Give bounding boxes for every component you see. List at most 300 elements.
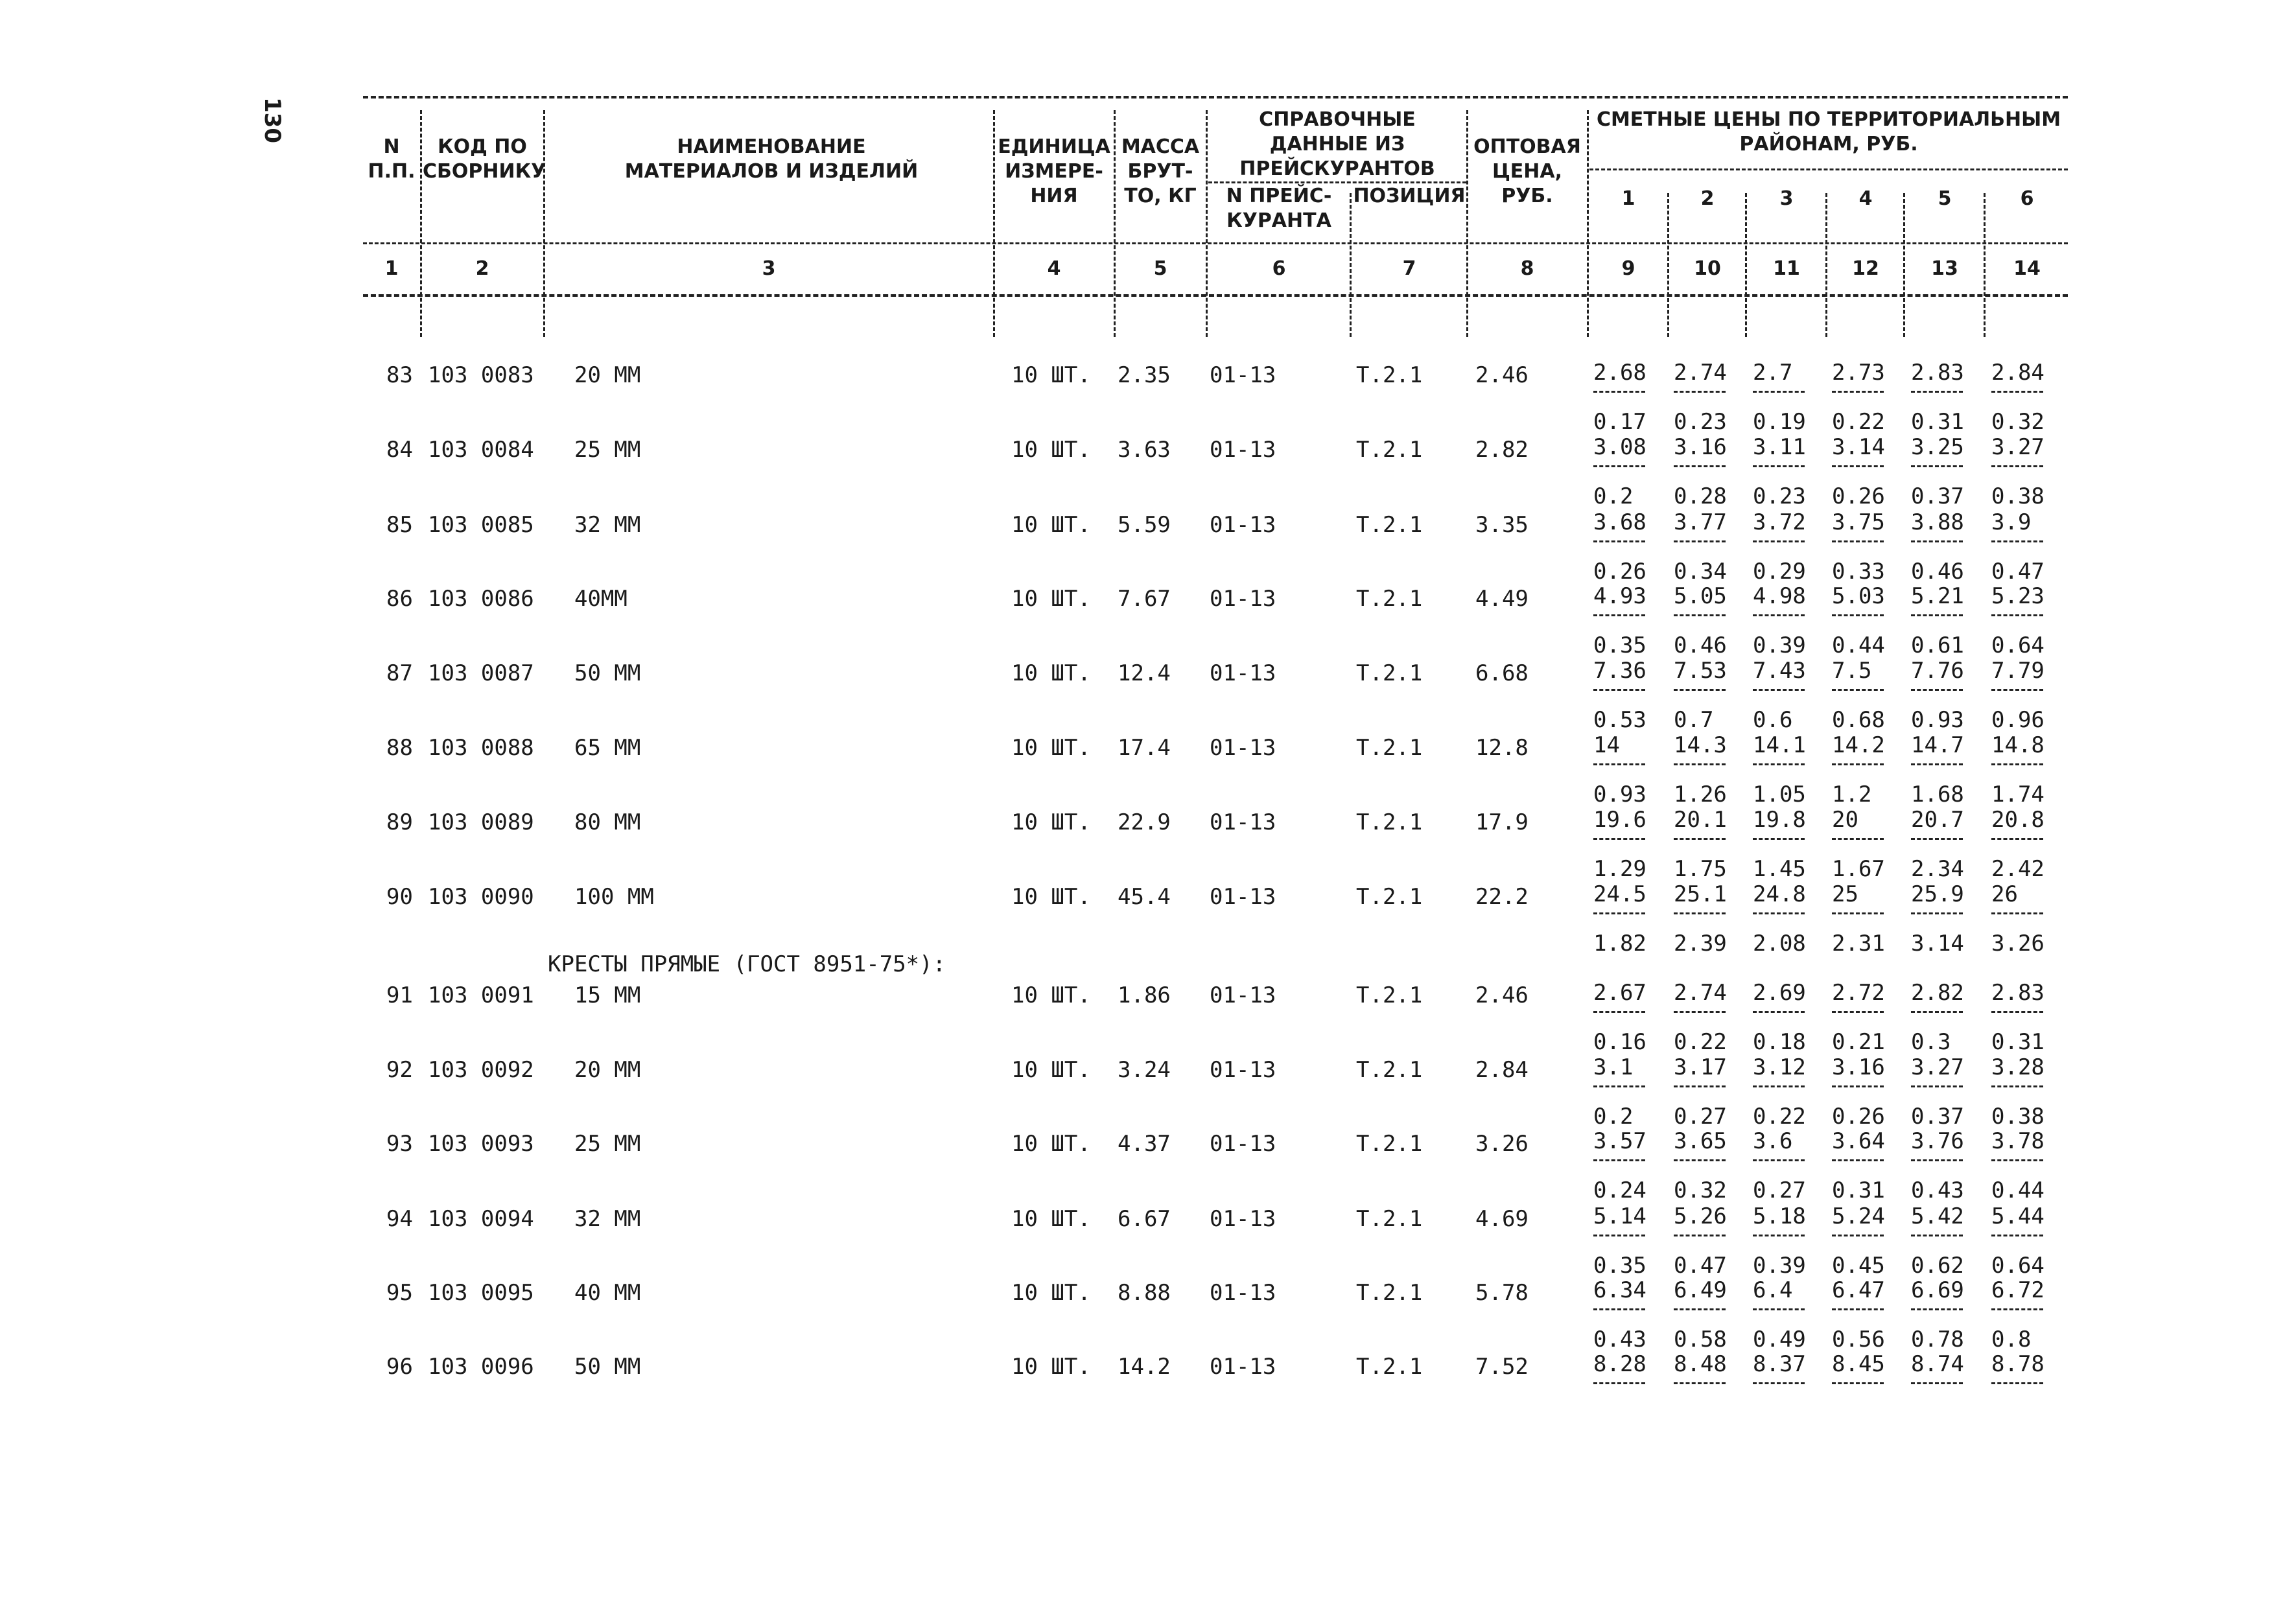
row-pricelist: 01-13 <box>1210 735 1276 761</box>
region-estimate-price: 8.78 <box>1991 1351 2045 1377</box>
row-position: Т.2.1 <box>1356 1280 1423 1306</box>
region-estimate-price: 24.8 <box>1753 881 1806 907</box>
fraction-rule <box>1674 1011 1726 1013</box>
fraction-rule <box>1674 465 1726 467</box>
row-number: 86 <box>386 586 413 612</box>
row-code: 103 0093 <box>428 1131 534 1157</box>
fraction-rule <box>1674 1159 1726 1161</box>
region-transport-cost: 0.37 <box>1911 1104 1964 1130</box>
row-pricelist: 01-13 <box>1210 660 1276 686</box>
fraction-rule <box>1832 1382 1884 1384</box>
row-wholesale-price: 17.9 <box>1475 809 1529 835</box>
row-number: 88 <box>386 735 413 761</box>
region-transport-cost: 1.67 <box>1832 856 1885 882</box>
fraction-rule <box>1674 689 1726 691</box>
row-pricelist: 01-13 <box>1210 884 1276 910</box>
fraction-rule <box>1674 763 1726 765</box>
col-number: 5 <box>1153 257 1167 280</box>
table-row <box>0 1203 2285 1279</box>
col-number: 11 <box>1773 257 1800 280</box>
row-number: 96 <box>386 1354 413 1380</box>
row-position: Т.2.1 <box>1356 809 1423 835</box>
fraction-rule <box>1911 540 1963 542</box>
region-transport-cost: 0.35 <box>1593 1253 1646 1279</box>
page-number: 130 <box>259 97 285 143</box>
header-region: 5 <box>1938 187 1952 210</box>
row-wholesale-price: 7.52 <box>1475 1354 1529 1380</box>
fraction-rule <box>1593 614 1645 616</box>
fraction-rule <box>1753 391 1805 393</box>
region-transport-cost: 1.2 <box>1832 782 1872 807</box>
fraction-rule <box>1832 763 1884 765</box>
row-number: 94 <box>386 1206 413 1232</box>
table-row <box>0 434 2285 509</box>
row-unit: 10 ШТ. <box>1011 512 1091 538</box>
header-col-3: НАИМЕНОВАНИЕ МАТЕРИАЛОВ И ИЗДЕЛИЙ <box>624 135 919 183</box>
header-region: 2 <box>1700 187 1715 210</box>
fraction-rule <box>1593 1085 1645 1087</box>
region-estimate-price: 2.84 <box>1991 360 2045 386</box>
col-number: 10 <box>1694 257 1721 280</box>
fraction-rule <box>1753 1235 1805 1236</box>
table-row <box>0 732 2285 807</box>
region-transport-cost: 0.24 <box>1593 1177 1646 1203</box>
region-estimate-price: 2.83 <box>1991 980 2045 1006</box>
region-transport-cost: 0.58 <box>1674 1327 1727 1352</box>
region-transport-cost: 1.45 <box>1753 856 1806 882</box>
region-transport-cost: 0.39 <box>1753 632 1806 658</box>
region-transport-cost: 0.47 <box>1674 1253 1727 1279</box>
row-code: 103 0088 <box>428 735 534 761</box>
header-col-6: N ПРЕЙС- КУРАНТА <box>1226 185 1332 232</box>
fraction-rule <box>1991 912 2043 914</box>
region-estimate-price: 3.64 <box>1832 1128 1885 1154</box>
region-estimate-price: 2.74 <box>1674 980 1727 1006</box>
col-number: 14 <box>2013 257 2041 280</box>
region-estimate-price: 25.1 <box>1674 881 1727 907</box>
row-position: Т.2.1 <box>1356 437 1423 463</box>
fraction-rule <box>1753 614 1805 616</box>
fraction-rule <box>1753 1382 1805 1384</box>
row-mass: 7.67 <box>1118 586 1171 612</box>
row-number: 90 <box>386 884 413 910</box>
row-number: 84 <box>386 437 413 463</box>
fraction-rule <box>1911 391 1963 393</box>
region-estimate-price: 7.76 <box>1911 658 1964 684</box>
row-mass: 45.4 <box>1118 884 1171 910</box>
region-transport-cost: 0.3 <box>1911 1029 1951 1055</box>
fraction-rule <box>1753 912 1805 914</box>
fraction-rule <box>1911 1011 1963 1013</box>
row-position: Т.2.1 <box>1356 884 1423 910</box>
fraction-rule <box>1991 1308 2043 1310</box>
col-number: 13 <box>1931 257 1958 280</box>
region-transport-cost: 0.32 <box>1991 409 2045 435</box>
row-code: 103 0086 <box>428 586 534 612</box>
region-estimate-price: 14.8 <box>1991 732 2045 758</box>
region-transport-cost: 2.08 <box>1753 931 1806 957</box>
region-estimate-price: 4.98 <box>1753 583 1806 609</box>
row-pricelist: 01-13 <box>1210 512 1276 538</box>
region-transport-cost: 0.21 <box>1832 1029 1885 1055</box>
row-mass: 3.63 <box>1118 437 1171 463</box>
region-estimate-price: 3.08 <box>1593 434 1646 460</box>
header-region: 4 <box>1858 187 1873 210</box>
region-transport-cost: 0.8 <box>1991 1327 2032 1352</box>
row-code: 103 0094 <box>428 1206 534 1232</box>
fraction-rule <box>1911 614 1963 616</box>
row-number: 87 <box>386 660 413 686</box>
fraction-rule <box>1593 465 1645 467</box>
row-unit: 10 ШТ. <box>1011 735 1091 761</box>
region-transport-cost: 1.05 <box>1753 782 1806 807</box>
region-estimate-price: 6.69 <box>1911 1277 1964 1303</box>
fraction-rule <box>1753 1011 1805 1013</box>
fraction-rule <box>1911 912 1963 914</box>
fraction-rule <box>1593 763 1645 765</box>
row-number: 85 <box>386 512 413 538</box>
row-code: 103 0083 <box>428 362 534 388</box>
region-transport-cost: 0.31 <box>1832 1177 1885 1203</box>
fraction-rule <box>1991 614 2043 616</box>
header-region: 1 <box>1621 187 1635 210</box>
col-number: 6 <box>1272 257 1286 280</box>
region-estimate-price: 3.75 <box>1832 509 1885 535</box>
region-estimate-price: 14.2 <box>1832 732 1885 758</box>
table-row <box>0 881 2285 957</box>
row-unit: 10 ШТ. <box>1011 437 1091 463</box>
region-transport-cost: 0.64 <box>1991 1253 2045 1279</box>
table-row <box>0 1128 2285 1203</box>
section-title: КРЕСТЫ ПРЯМЫЕ (ГОСТ 8951-75*): <box>548 951 946 977</box>
region-estimate-price: 3.28 <box>1991 1054 2045 1080</box>
fraction-rule <box>1991 1235 2043 1236</box>
row-pricelist: 01-13 <box>1210 1057 1276 1083</box>
region-estimate-price: 7.36 <box>1593 658 1646 684</box>
fraction-rule <box>1991 1011 2043 1013</box>
region-transport-cost: 0.16 <box>1593 1029 1646 1055</box>
fraction-rule <box>1911 1308 1963 1310</box>
region-transport-cost: 0.23 <box>1753 483 1806 509</box>
region-estimate-price: 4.93 <box>1593 583 1646 609</box>
row-position: Т.2.1 <box>1356 1057 1423 1083</box>
region-estimate-price: 5.14 <box>1593 1203 1646 1229</box>
region-transport-cost: 2.39 <box>1674 931 1727 957</box>
fraction-rule <box>1674 391 1726 393</box>
col-number: 3 <box>762 257 776 280</box>
fraction-rule <box>1674 1235 1726 1236</box>
region-estimate-price: 3.27 <box>1991 434 2045 460</box>
fraction-rule <box>1593 540 1645 542</box>
fraction-rule <box>1593 838 1645 840</box>
row-wholesale-price: 6.68 <box>1475 660 1529 686</box>
row-pricelist: 01-13 <box>1210 1280 1276 1306</box>
region-transport-cost: 0.93 <box>1593 782 1646 807</box>
fraction-rule <box>1832 465 1884 467</box>
region-transport-cost: 0.62 <box>1911 1253 1964 1279</box>
region-estimate-price: 8.37 <box>1753 1351 1806 1377</box>
row-wholesale-price: 3.26 <box>1475 1131 1529 1157</box>
region-estimate-price: 7.5 <box>1832 658 1872 684</box>
region-estimate-price: 6.47 <box>1832 1277 1885 1303</box>
row-pricelist: 01-13 <box>1210 1354 1276 1380</box>
fraction-rule <box>1832 540 1884 542</box>
region-estimate-price: 24.5 <box>1593 881 1646 907</box>
region-transport-cost: 0.23 <box>1674 409 1727 435</box>
row-unit: 10 ШТ. <box>1011 884 1091 910</box>
region-estimate-price: 2.72 <box>1832 980 1885 1006</box>
region-transport-cost: 0.61 <box>1911 632 1964 658</box>
fraction-rule <box>1991 391 2043 393</box>
row-number: 93 <box>386 1131 413 1157</box>
fraction-rule <box>1753 763 1805 765</box>
row-mass: 5.59 <box>1118 512 1171 538</box>
region-transport-cost: 0.56 <box>1832 1327 1885 1352</box>
row-wholesale-price: 2.46 <box>1475 982 1529 1008</box>
row-code: 103 0084 <box>428 437 534 463</box>
fraction-rule <box>1832 912 1884 914</box>
row-mass: 4.37 <box>1118 1131 1171 1157</box>
row-mass: 1.86 <box>1118 982 1171 1008</box>
region-estimate-price: 2.68 <box>1593 360 1646 386</box>
fraction-rule <box>1593 912 1645 914</box>
region-estimate-price: 20 <box>1832 807 1858 833</box>
table-row <box>0 658 2285 733</box>
fraction-rule <box>1593 391 1645 393</box>
region-estimate-price: 7.53 <box>1674 658 1727 684</box>
region-transport-cost: 0.26 <box>1593 559 1646 585</box>
row-pricelist: 01-13 <box>1210 437 1276 463</box>
row-wholesale-price: 2.82 <box>1475 437 1529 463</box>
region-transport-cost: 0.49 <box>1753 1327 1806 1352</box>
region-estimate-price: 7.43 <box>1753 658 1806 684</box>
region-estimate-price: 3.72 <box>1753 509 1806 535</box>
row-unit: 10 ШТ. <box>1011 586 1091 612</box>
region-estimate-price: 20.7 <box>1911 807 1964 833</box>
region-transport-cost: 0.27 <box>1753 1177 1806 1203</box>
region-estimate-price: 26 <box>1991 881 2018 907</box>
row-name: 40ММ <box>574 586 627 612</box>
row-name: 65 ММ <box>574 735 641 761</box>
region-transport-cost: 0.26 <box>1832 483 1885 509</box>
region-transport-cost: 0.53 <box>1593 707 1646 733</box>
row-code: 103 0096 <box>428 1354 534 1380</box>
header-col-2: КОД ПО СБОРНИКУ <box>423 135 546 183</box>
row-position: Т.2.1 <box>1356 982 1423 1008</box>
region-estimate-price: 3.57 <box>1593 1128 1646 1154</box>
region-transport-cost: 0.22 <box>1832 409 1885 435</box>
fraction-rule <box>1593 1011 1645 1013</box>
region-transport-cost: 0.64 <box>1991 632 2045 658</box>
region-transport-cost: 0.33 <box>1832 559 1885 585</box>
header-col-5: МАССА БРУТ- ТО, КГ <box>1121 135 1200 207</box>
region-transport-cost: 0.19 <box>1753 409 1806 435</box>
row-position: Т.2.1 <box>1356 362 1423 388</box>
row-name: 50 ММ <box>574 1354 641 1380</box>
region-transport-cost: 1.82 <box>1593 931 1646 957</box>
row-code: 103 0095 <box>428 1280 534 1306</box>
region-estimate-price: 8.48 <box>1674 1351 1727 1377</box>
fraction-rule <box>1753 1085 1805 1087</box>
region-estimate-price: 20.1 <box>1674 807 1727 833</box>
region-transport-cost: 3.14 <box>1911 931 1964 957</box>
region-estimate-price: 3.11 <box>1753 434 1806 460</box>
region-transport-cost: 2.42 <box>1991 856 2045 882</box>
region-estimate-price: 2.82 <box>1911 980 1964 1006</box>
row-code: 103 0091 <box>428 982 534 1008</box>
region-transport-cost: 0.17 <box>1593 409 1646 435</box>
row-position: Т.2.1 <box>1356 512 1423 538</box>
row-wholesale-price: 12.8 <box>1475 735 1529 761</box>
row-number: 89 <box>386 809 413 835</box>
region-estimate-price: 14 <box>1593 732 1620 758</box>
fraction-rule <box>1674 1308 1726 1310</box>
region-transport-cost: 0.43 <box>1911 1177 1964 1203</box>
col-number: 9 <box>1621 257 1635 280</box>
table-row <box>0 509 2285 585</box>
fraction-rule <box>1911 1159 1963 1161</box>
fraction-rule <box>1832 1159 1884 1161</box>
region-estimate-price: 7.79 <box>1991 658 2045 684</box>
region-estimate-price: 3.1 <box>1593 1054 1634 1080</box>
header-col-1: N П.П. <box>368 135 416 183</box>
fraction-rule <box>1991 465 2043 467</box>
row-mass: 8.88 <box>1118 1280 1171 1306</box>
fraction-rule <box>1832 614 1884 616</box>
region-transport-cost: 0.29 <box>1753 559 1806 585</box>
fraction-rule <box>1991 540 2043 542</box>
row-position: Т.2.1 <box>1356 586 1423 612</box>
region-estimate-price: 5.24 <box>1832 1203 1885 1229</box>
region-estimate-price: 19.8 <box>1753 807 1806 833</box>
fraction-rule <box>1753 1159 1805 1161</box>
region-transport-cost: 0.93 <box>1911 707 1964 733</box>
region-transport-cost: 3.26 <box>1991 931 2045 957</box>
region-transport-cost: 0.34 <box>1674 559 1727 585</box>
region-transport-cost: 0.32 <box>1674 1177 1727 1203</box>
row-unit: 10 ШТ. <box>1011 1057 1091 1083</box>
region-estimate-price: 5.21 <box>1911 583 1964 609</box>
row-code: 103 0089 <box>428 809 534 835</box>
row-number: 92 <box>386 1057 413 1083</box>
header-col-7: ПОЗИЦИЯ <box>1353 185 1466 207</box>
fraction-rule <box>1753 1308 1805 1310</box>
region-estimate-price: 25 <box>1832 881 1858 907</box>
fraction-rule <box>1674 540 1726 542</box>
row-position: Т.2.1 <box>1356 735 1423 761</box>
row-unit: 10 ШТ. <box>1011 1206 1091 1232</box>
table-row <box>0 360 2285 435</box>
fraction-rule <box>1593 1159 1645 1161</box>
row-name: 25 ММ <box>574 437 641 463</box>
header-region: 3 <box>1779 187 1794 210</box>
row-mass: 12.4 <box>1118 660 1171 686</box>
region-transport-cost: 0.26 <box>1832 1104 1885 1130</box>
region-estimate-price: 5.23 <box>1991 583 2045 609</box>
region-estimate-price: 3.16 <box>1674 434 1727 460</box>
region-estimate-price: 5.18 <box>1753 1203 1806 1229</box>
region-transport-cost: 2.31 <box>1832 931 1885 957</box>
region-estimate-price: 6.49 <box>1674 1277 1727 1303</box>
region-transport-cost: 0.44 <box>1832 632 1885 658</box>
row-name: 40 ММ <box>574 1280 641 1306</box>
region-estimate-price: 3.14 <box>1832 434 1885 460</box>
region-estimate-price: 3.76 <box>1911 1128 1964 1154</box>
fraction-rule <box>1911 1382 1963 1384</box>
row-name: 15 ММ <box>574 982 641 1008</box>
fraction-rule <box>1674 614 1726 616</box>
region-transport-cost: 0.39 <box>1753 1253 1806 1279</box>
row-name: 80 ММ <box>574 809 641 835</box>
region-transport-cost: 0.6 <box>1753 707 1793 733</box>
region-estimate-price: 3.78 <box>1991 1128 2045 1154</box>
row-wholesale-price: 22.2 <box>1475 884 1529 910</box>
fraction-rule <box>1991 1382 2043 1384</box>
row-number: 83 <box>386 362 413 388</box>
row-code: 103 0087 <box>428 660 534 686</box>
row-unit: 10 ШТ. <box>1011 1354 1091 1380</box>
fraction-rule <box>1593 1235 1645 1236</box>
region-transport-cost: 0.22 <box>1674 1029 1727 1055</box>
fraction-rule <box>1753 689 1805 691</box>
fraction-rule <box>1674 838 1726 840</box>
header-region: 6 <box>2020 187 2034 210</box>
fraction-rule <box>1674 1382 1726 1384</box>
row-unit: 10 ШТ. <box>1011 982 1091 1008</box>
row-unit: 10 ШТ. <box>1011 1131 1091 1157</box>
row-mass: 14.2 <box>1118 1354 1171 1380</box>
row-mass: 6.67 <box>1118 1206 1171 1232</box>
header-col-4: ЕДИНИЦА ИЗМЕРЕ- НИЯ <box>998 135 1110 207</box>
fraction-rule <box>1991 1159 2043 1161</box>
region-estimate-price: 3.77 <box>1674 509 1727 535</box>
region-transport-cost: 1.75 <box>1674 856 1727 882</box>
region-transport-cost: 0.18 <box>1753 1029 1806 1055</box>
fraction-rule <box>1593 1308 1645 1310</box>
region-estimate-price: 3.25 <box>1911 434 1964 460</box>
fraction-rule <box>1991 763 2043 765</box>
fraction-rule <box>1753 838 1805 840</box>
row-code: 103 0090 <box>428 884 534 910</box>
region-transport-cost: 1.26 <box>1674 782 1727 807</box>
row-number: 95 <box>386 1280 413 1306</box>
region-estimate-price: 3.27 <box>1911 1054 1964 1080</box>
fraction-rule <box>1991 1085 2043 1087</box>
region-transport-cost: 1.74 <box>1991 782 2045 807</box>
table-row <box>0 583 2285 658</box>
fraction-rule <box>1832 1011 1884 1013</box>
region-transport-cost: 0.45 <box>1832 1253 1885 1279</box>
row-name: 32 ММ <box>574 1206 641 1232</box>
row-code: 103 0092 <box>428 1057 534 1083</box>
row-wholesale-price: 2.84 <box>1475 1057 1529 1083</box>
fraction-rule <box>1911 689 1963 691</box>
row-name: 20 ММ <box>574 1057 641 1083</box>
region-estimate-price: 3.65 <box>1674 1128 1727 1154</box>
row-unit: 10 ШТ. <box>1011 1280 1091 1306</box>
region-transport-cost: 0.37 <box>1911 483 1964 509</box>
region-estimate-price: 3.6 <box>1753 1128 1793 1154</box>
region-transport-cost: 0.2 <box>1593 1104 1634 1130</box>
region-estimate-price: 2.67 <box>1593 980 1646 1006</box>
region-estimate-price: 8.74 <box>1911 1351 1964 1377</box>
row-name: 32 ММ <box>574 512 641 538</box>
row-wholesale-price: 3.35 <box>1475 512 1529 538</box>
region-transport-cost: 0.46 <box>1911 559 1964 585</box>
row-unit: 10 ШТ. <box>1011 809 1091 835</box>
region-transport-cost: 0.78 <box>1911 1327 1964 1352</box>
header-col-9-14: СМЕТНЫЕ ЦЕНЫ ПО ТЕРРИТОРИАЛЬНЫМ РАЙОНАМ, РУБ. <box>1596 108 2061 156</box>
